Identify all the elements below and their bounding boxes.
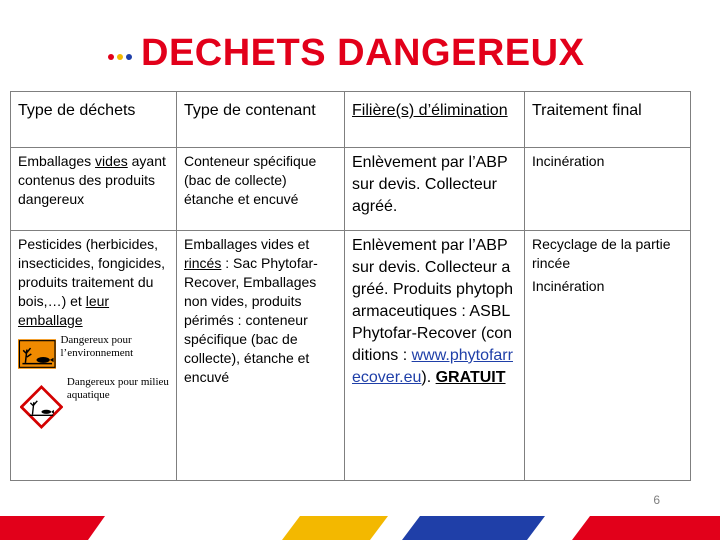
phytofar-link[interactable]: www.phytofarrecover.eu xyxy=(352,347,513,386)
cell-container: Conteneur spécifique (bac de collecte) étanche et encuvé xyxy=(177,148,345,231)
aquatic-hazard-icon xyxy=(20,376,63,438)
cell-container: Emballages vides et rincés : Sac Phytofar-Recover, Emballages non vides, produits périmés : conteneur spécifique (bac de collecte), étanche et encuvé xyxy=(177,231,345,481)
header-waste-type: Type de déchets xyxy=(11,92,177,148)
page-title: DECHETS DANGEREUX xyxy=(141,31,585,74)
slide-number: 6 xyxy=(653,493,660,507)
environment-hazard-icon xyxy=(18,334,56,374)
header-container-type: Type de contenant xyxy=(177,92,345,148)
table-row xyxy=(11,231,691,481)
footer-stripes xyxy=(0,516,720,540)
waste-table xyxy=(10,91,691,481)
hazard-pictograms xyxy=(18,334,169,454)
cell-disposal: Enlèvement par l’ABP sur devis. Collecteur agréé. Produits phytopharmaceutiques : ASBL Phytofar-Recover (conditions : www.phytofarrecover.eu). GRATUIT xyxy=(345,231,525,481)
cell-waste-type: Emballages vides ayant contenus des produits dangereux xyxy=(11,148,177,231)
title-block xyxy=(108,30,584,76)
hazard-aquatic-label: Dangereux pour milieu aquatique xyxy=(66,376,169,401)
cell-waste-type: Pesticides (herbicides, insecticides, fongicides, produits traitement du bois,…) et leur emballage Dangereux pour l’environnement Dangereux pour milieu aquatique xyxy=(11,231,177,481)
title-dots-icon xyxy=(108,54,135,60)
table-header-row xyxy=(11,92,691,148)
header-final-treatment: Traitement final xyxy=(525,92,691,148)
table-row xyxy=(11,148,691,231)
cell-treatment: Incinération xyxy=(525,148,691,231)
header-disposal-channel: Filière(s) d’élimination xyxy=(345,92,525,148)
hazard-env-label: Dangereux pour l’environnement xyxy=(60,334,134,359)
cell-treatment: Recyclage de la partie rincée Incinération xyxy=(525,231,691,481)
cell-disposal: Enlèvement par l’ABP sur devis. Collecteur agréé. xyxy=(345,148,525,231)
